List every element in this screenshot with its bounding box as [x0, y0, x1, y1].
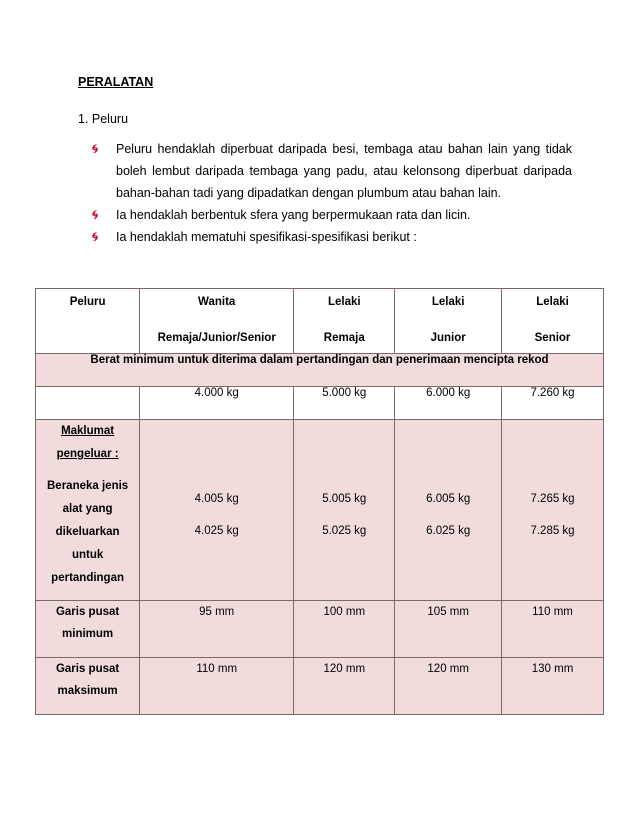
cell-value: 6.025 kg	[426, 525, 471, 537]
table-cell: 5.000 kg	[294, 387, 395, 420]
row-label-line: Maklumat	[61, 425, 115, 437]
table-cell: 120 mm	[395, 658, 502, 715]
header-cell-lelaki-remaja	[294, 289, 395, 354]
table-cell: 105 mm	[395, 601, 502, 658]
row-label-line: alat yang	[62, 503, 113, 515]
header-sublabel: Junior	[430, 332, 466, 344]
header-label: Peluru	[69, 296, 106, 308]
table-row	[36, 601, 604, 658]
cell-value: 4.025 kg	[194, 525, 239, 537]
table-cell: 110 mm	[140, 658, 294, 715]
header-cell-wanita	[140, 289, 294, 354]
table-header-row	[36, 289, 604, 354]
header-cell-lelaki-junior	[395, 289, 502, 354]
header-label: Lelaki	[327, 296, 361, 308]
cell-value: 7.265 kg	[530, 493, 575, 505]
table-cell: 120 mm	[294, 658, 395, 715]
table-cell	[395, 420, 502, 601]
header-sublabel: Senior	[534, 332, 571, 344]
header-cell-lelaki-senior	[502, 289, 604, 354]
cell-value: 4.005 kg	[194, 493, 239, 505]
table-cell: 7.260 kg	[502, 387, 604, 420]
table-cell	[140, 420, 294, 601]
bullet-text: Peluru hendaklah diperbuat daripada besi, tembaga atau bahan lain yang tidak boleh lembut daripada tembaga yang padu, atau kelonsong diperbuat daripada bahan-bahan tadi yang dipadatkan dengan plumbum atau bahan lain.	[116, 142, 572, 200]
table-cell-empty	[36, 387, 140, 420]
table-cell	[294, 420, 395, 601]
bullet-list	[92, 138, 572, 248]
header-cell-peluru	[36, 289, 140, 354]
header-label: Wanita	[198, 296, 236, 308]
subsection-title: 1. Peluru	[78, 112, 129, 126]
table-cell: 100 mm	[294, 601, 395, 658]
header-sublabel: Remaja	[323, 332, 365, 344]
swirl-bullet-icon: 🌀︎	[92, 229, 99, 244]
bullet-item	[92, 138, 572, 204]
header-label: Lelaki	[431, 296, 465, 308]
table-row	[36, 387, 604, 420]
bullet-item	[92, 204, 572, 226]
row-label-line: Beraneka jenis	[47, 480, 129, 492]
cell-value: 6.005 kg	[426, 493, 471, 505]
table-row	[36, 420, 604, 601]
table-row	[36, 658, 604, 715]
row-label-maklumat	[36, 420, 140, 601]
row-label-line: minimum	[62, 628, 114, 640]
table-cell	[502, 420, 604, 601]
table-cell: 95 mm	[140, 601, 294, 658]
section-heading: PERALATAN	[78, 75, 154, 89]
section-band-text: Berat minimum untuk diterima dalam pertandingan dan penerimaan mencipta rekod	[36, 354, 604, 387]
section-band-row	[36, 354, 604, 387]
cell-value: 5.005 kg	[322, 493, 367, 505]
cell-value: 5.025 kg	[322, 525, 367, 537]
swirl-bullet-icon: 🌀︎	[92, 141, 99, 156]
cell-value: 7.285 kg	[530, 525, 575, 537]
bullet-text: Ia hendaklah berbentuk sfera yang berpermukaan rata dan licin.	[116, 208, 471, 222]
row-label-line: untuk	[71, 549, 104, 561]
row-label-line: Garis pusat	[55, 606, 120, 618]
row-label-garis-pusat-minimum	[36, 601, 140, 658]
row-label-line: pengeluar :	[56, 448, 119, 460]
row-label-garis-pusat-maksimum	[36, 658, 140, 715]
bullet-item	[92, 226, 572, 248]
table-cell: 4.000 kg	[140, 387, 294, 420]
specification-table	[35, 288, 604, 715]
table-cell: 110 mm	[502, 601, 604, 658]
swirl-bullet-icon: 🌀︎	[92, 207, 99, 222]
row-label-line: maksimum	[57, 685, 118, 697]
header-sublabel: Remaja/Junior/Senior	[157, 332, 276, 344]
table-cell: 130 mm	[502, 658, 604, 715]
row-label-line: Garis pusat	[55, 663, 120, 675]
header-label: Lelaki	[536, 296, 569, 308]
row-label-line: dikeluarkan	[55, 526, 120, 538]
bullet-text: Ia hendaklah mematuhi spesifikasi-spesifikasi berikut :	[116, 230, 417, 244]
table-cell: 6.000 kg	[395, 387, 502, 420]
row-label-line: pertandingan	[51, 572, 125, 584]
